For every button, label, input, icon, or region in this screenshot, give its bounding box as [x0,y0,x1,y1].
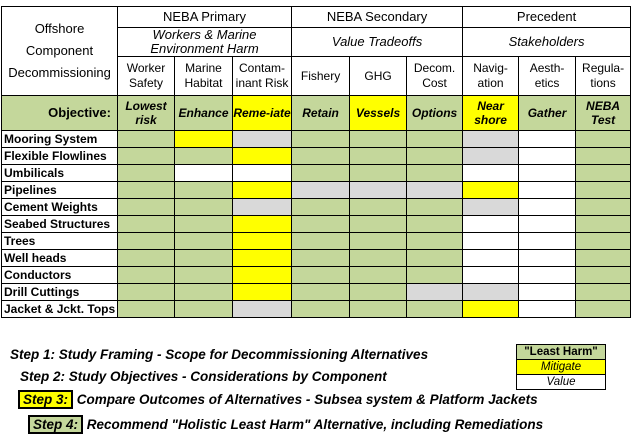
matrix-cell [118,284,175,301]
matrix-cell [407,233,463,250]
step-4-label: Step 4: [28,415,83,434]
matrix-cell [463,131,519,148]
matrix-cell [576,131,631,148]
matrix-cell [519,301,576,318]
matrix-cell [118,182,175,199]
step-2-text: Step 2: Study Objectives - Considerations by Component [20,369,387,384]
matrix-cell [576,233,631,250]
group-subtitle-precedent: Stakeholders [463,28,631,57]
matrix-cell [576,199,631,216]
matrix-cell [233,216,292,233]
objective-label: Objective: [2,96,118,131]
step-3-label: Step 3: [18,390,73,409]
column-header: GHG [350,57,407,96]
matrix-cell [175,199,233,216]
objective-cell: Vessels [350,96,407,131]
legend-mitigate: Mitigate [517,359,605,375]
component-row [2,301,631,318]
matrix-cell [519,148,576,165]
group-title-neba-primary: NEBA Primary [118,7,292,28]
objective-cell: Lowest risk [118,96,175,131]
objective-cell: NEBA Test [576,96,631,131]
matrix-cell [350,199,407,216]
step-4 [28,415,543,434]
matrix-cell [233,233,292,250]
component-row [2,267,631,284]
matrix-cell [407,148,463,165]
matrix-cell [519,233,576,250]
matrix-cell [118,233,175,250]
objective-cell: Reme-iate [233,96,292,131]
corner-label: Offshore Component Decommissioning [2,7,118,96]
matrix-cell [175,182,233,199]
step-3-text: Compare Outcomes of Alternatives - Subsea system & Platform Jackets [73,392,538,407]
matrix-cell [292,131,350,148]
step-4-text: Recommend "Holistic Least Harm" Alternative, including Remediations [83,417,544,432]
matrix-cell [233,182,292,199]
component-label: Seabed Structures [2,216,118,233]
matrix-cell [292,199,350,216]
matrix-cell [463,165,519,182]
objective-cell: Options [407,96,463,131]
matrix-cell [350,165,407,182]
objective-cell: Enhance [175,96,233,131]
matrix-cell [233,165,292,182]
matrix-cell [175,131,233,148]
matrix-cell [576,216,631,233]
matrix-cell [519,216,576,233]
group-title-precedent: Precedent [463,7,631,28]
matrix-cell [407,284,463,301]
matrix-cell [118,199,175,216]
matrix-cell [292,233,350,250]
matrix-cell [463,284,519,301]
component-row [2,250,631,267]
component-row [2,182,631,199]
matrix-cell [175,216,233,233]
matrix-cell [118,148,175,165]
matrix-cell [292,216,350,233]
matrix-cell [519,182,576,199]
component-row [2,284,631,301]
matrix-cell [576,165,631,182]
matrix-cell [292,250,350,267]
matrix-cell [576,250,631,267]
matrix-cell [292,284,350,301]
step-3 [18,390,538,409]
matrix-cell [519,199,576,216]
matrix-cell [350,131,407,148]
matrix-cell [118,250,175,267]
group-subtitle-neba-secondary: Value Tradeoffs [292,28,463,57]
legend-value: Value [517,375,605,389]
component-label: Well heads [2,250,118,267]
matrix-cell [407,165,463,182]
matrix-cell [118,216,175,233]
matrix-cell [233,131,292,148]
objective-cell: Retain [292,96,350,131]
legend [516,344,606,390]
matrix-cell [175,250,233,267]
matrix-cell [350,267,407,284]
component-row [2,148,631,165]
matrix-cell [463,267,519,284]
matrix-cell [407,131,463,148]
matrix-cell [350,233,407,250]
matrix-cell [233,199,292,216]
matrix-cell [463,216,519,233]
matrix-cell [118,165,175,182]
matrix-cell [175,233,233,250]
matrix-cell [407,216,463,233]
component-row [2,216,631,233]
matrix-cell [463,182,519,199]
matrix-cell [350,301,407,318]
objective-cell: Near shore [463,96,519,131]
matrix-cell [576,182,631,199]
neba-matrix [1,6,631,318]
matrix-cell [407,301,463,318]
matrix-cell [407,267,463,284]
component-label: Drill Cuttings [2,284,118,301]
matrix-cell [350,284,407,301]
matrix-cell [292,267,350,284]
step-1-text: Step 1: Study Framing - Scope for Decommissioning Alternatives [10,347,429,362]
component-label: Conductors [2,267,118,284]
legend-least-harm: "Least Harm" [517,345,605,359]
component-row [2,131,631,148]
matrix-cell [519,284,576,301]
matrix-cell [292,165,350,182]
matrix-cell [407,199,463,216]
matrix-cell [463,199,519,216]
group-subtitle-neba-primary: Workers & Marine Environment Harm [118,28,292,57]
column-header: Decom. Cost [407,57,463,96]
matrix-cell [463,233,519,250]
matrix-cell [576,267,631,284]
matrix-cell [233,301,292,318]
matrix-cell [175,267,233,284]
column-header: Navig-ation [463,57,519,96]
component-row [2,233,631,250]
matrix-cell [175,148,233,165]
matrix-cell [576,284,631,301]
matrix-cell [233,250,292,267]
column-header: Contam-inant Risk [233,57,292,96]
matrix-cell [350,148,407,165]
matrix-cell [519,131,576,148]
component-label: Pipelines [2,182,118,199]
component-label: Cement Weights [2,199,118,216]
matrix-cell [175,284,233,301]
matrix-cell [576,301,631,318]
component-label: Mooring System [2,131,118,148]
matrix-cell [407,182,463,199]
component-label: Jacket & Jckt. Tops [2,301,118,318]
matrix-cell [463,250,519,267]
component-label: Flexible Flowlines [2,148,118,165]
matrix-cell [519,267,576,284]
column-header: Regula-tions [576,57,631,96]
matrix-cell [292,301,350,318]
matrix-cell [519,250,576,267]
matrix-cell [350,216,407,233]
matrix-cell [463,301,519,318]
matrix-cell [175,301,233,318]
matrix-cell [519,165,576,182]
component-row [2,199,631,216]
matrix-cell [292,182,350,199]
objective-cell: Gather [519,96,576,131]
column-header: Worker Safety [118,57,175,96]
group-title-neba-secondary: NEBA Secondary [292,7,463,28]
component-label: Umbilicals [2,165,118,182]
matrix-cell [118,301,175,318]
matrix-cell [233,267,292,284]
column-header: Aesth-etics [519,57,576,96]
matrix-cell [118,267,175,284]
matrix-cell [233,148,292,165]
matrix-cell [175,165,233,182]
column-header: Marine Habitat [175,57,233,96]
matrix-cell [292,148,350,165]
column-header: Fishery [292,57,350,96]
component-row [2,165,631,182]
matrix-cell [576,148,631,165]
matrix-cell [350,250,407,267]
matrix-cell [407,250,463,267]
matrix-cell [350,182,407,199]
matrix-cell [118,131,175,148]
matrix-cell [233,284,292,301]
matrix-cell [463,148,519,165]
component-label: Trees [2,233,118,250]
